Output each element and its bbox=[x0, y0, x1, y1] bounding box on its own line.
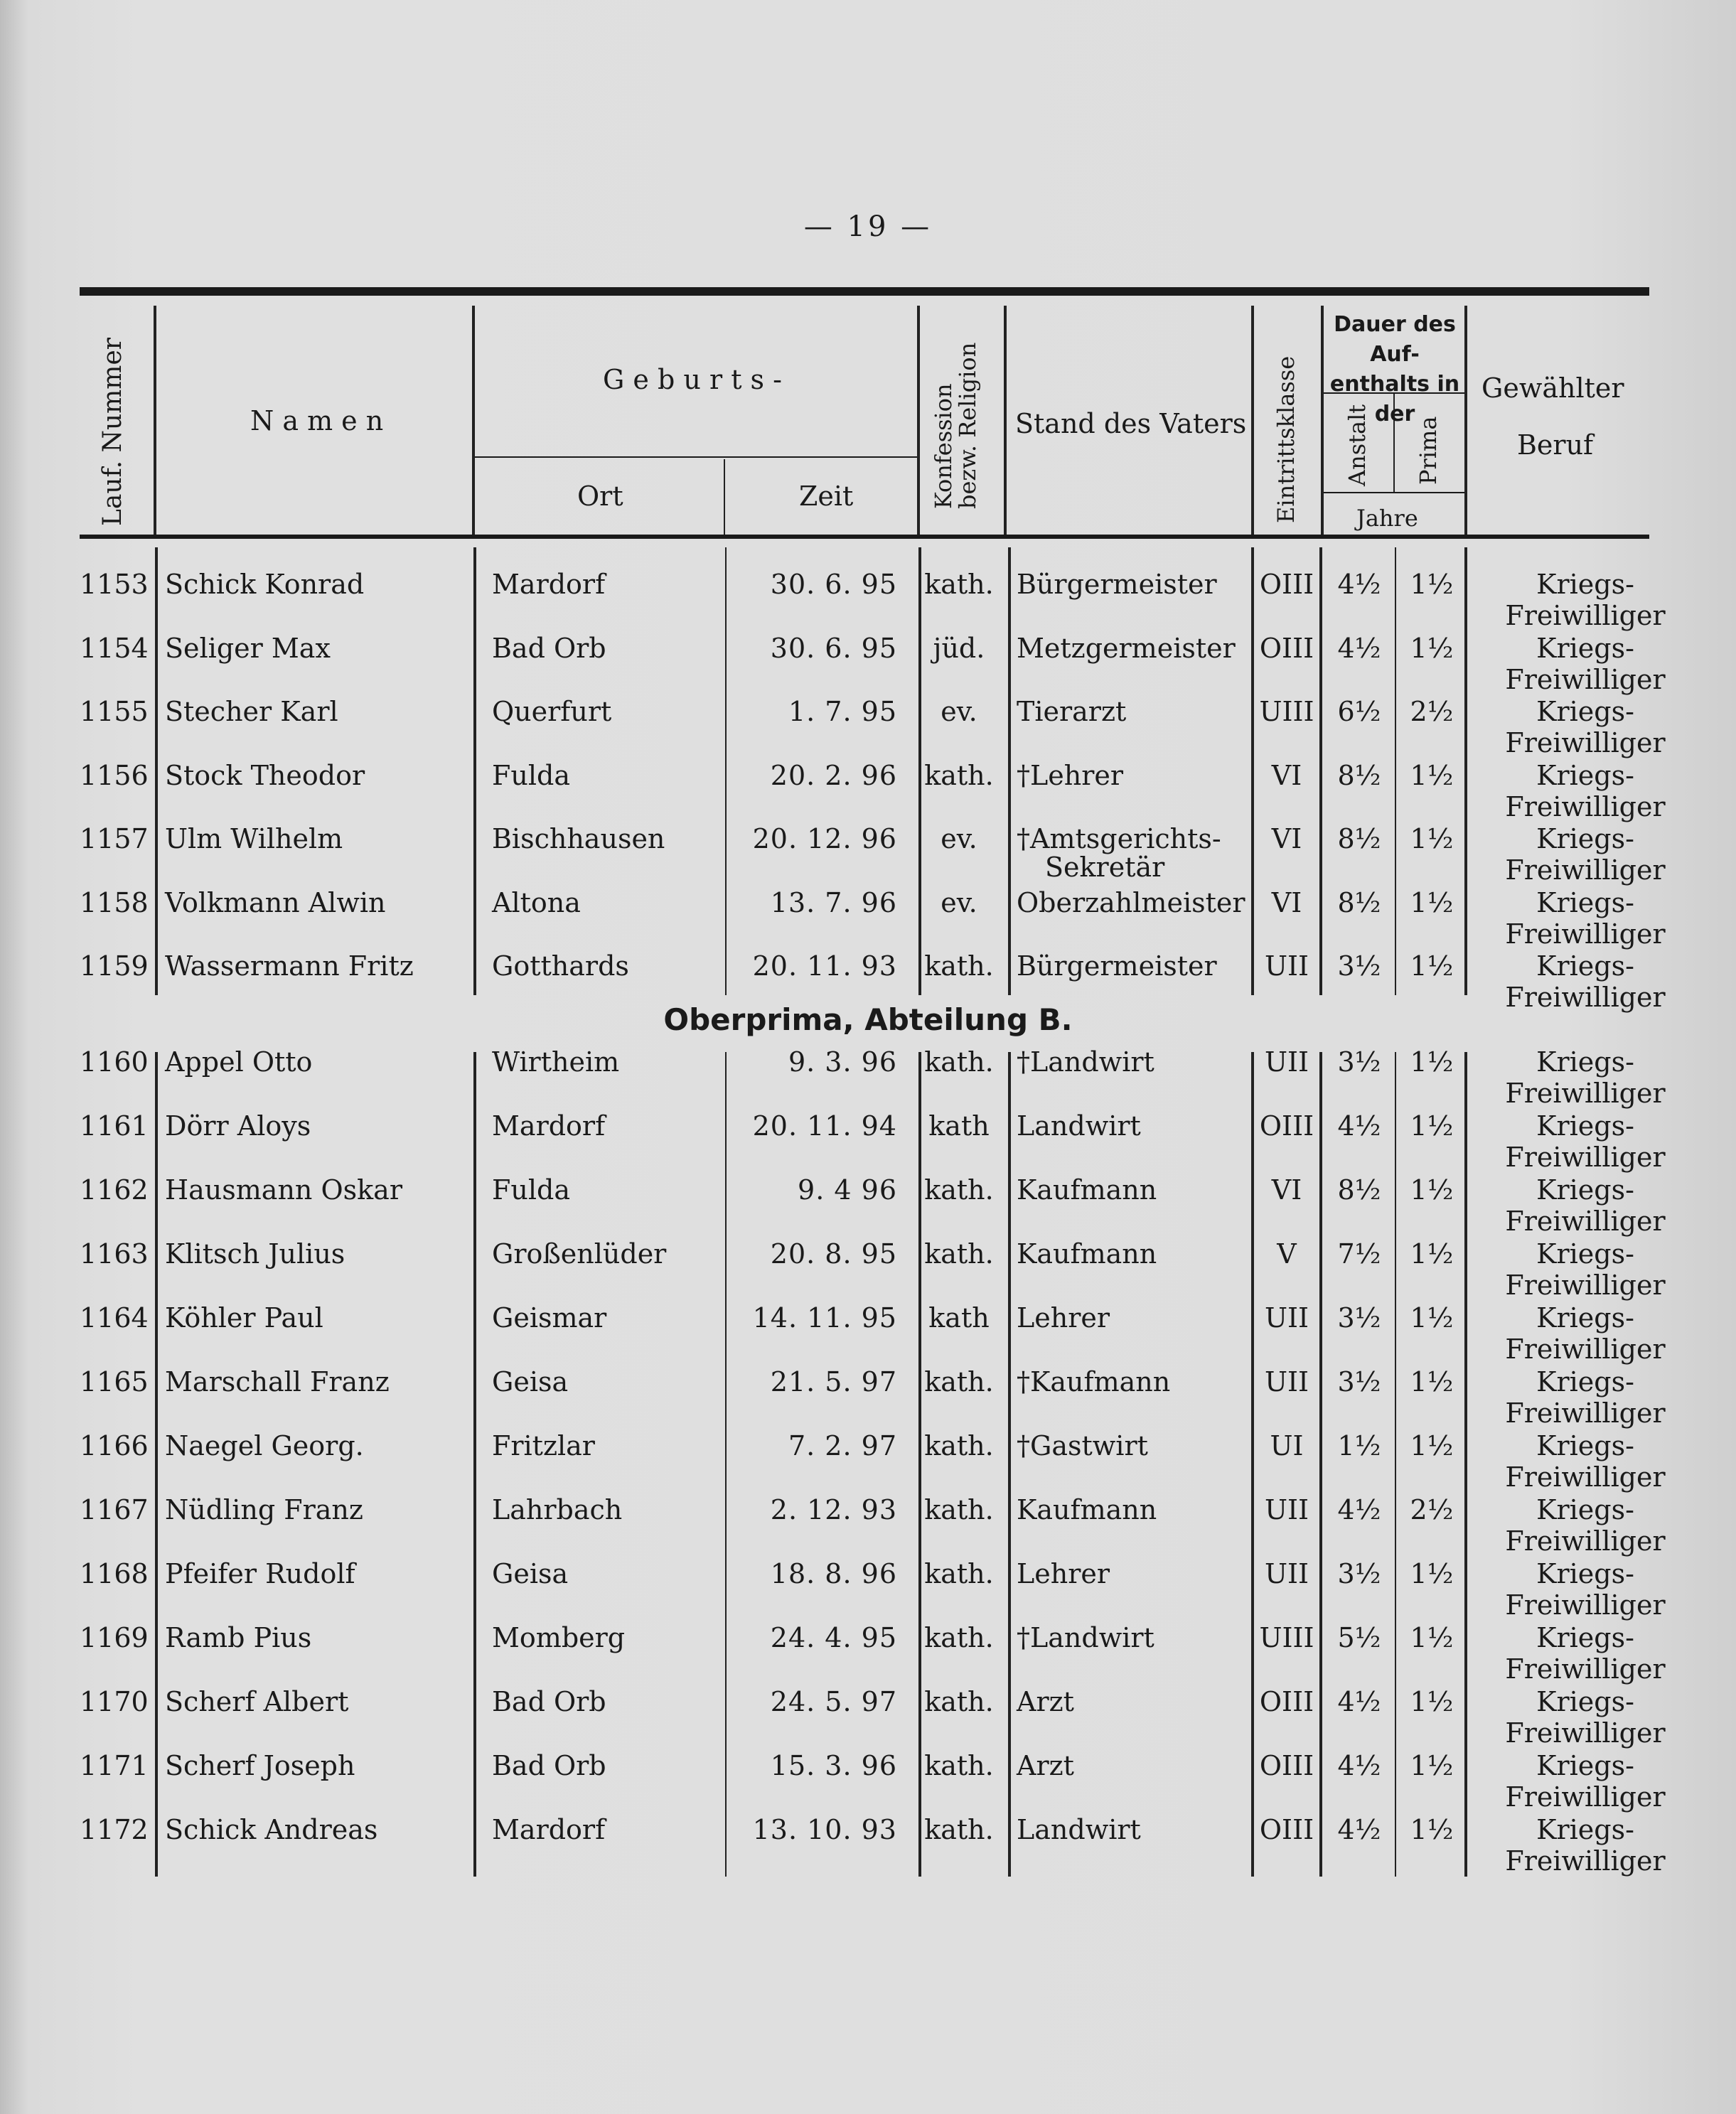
table-row bbox=[0, 1046, 1736, 1110]
confession: kath. bbox=[924, 1750, 994, 1781]
years-anstalt: 4½ bbox=[1337, 1494, 1381, 1525]
father-occupation: Bürgermeister bbox=[1017, 950, 1217, 982]
years-anstalt: 4½ bbox=[1337, 632, 1381, 664]
father-occupation: Arzt bbox=[1017, 1750, 1074, 1781]
birth-place: Mardorf bbox=[492, 569, 606, 600]
section-title: Oberprima, Abteilung B. bbox=[663, 1002, 1073, 1037]
lauf-nummer: 1168 bbox=[80, 1558, 149, 1589]
student-name: Scherf Joseph bbox=[165, 1750, 355, 1781]
confession: ev. bbox=[941, 696, 977, 727]
profession-line2: Freiwilliger bbox=[1505, 854, 1666, 886]
father-occupation: Metzgermeister bbox=[1017, 632, 1236, 664]
lauf-nummer: 1164 bbox=[80, 1302, 149, 1334]
table-row bbox=[0, 1750, 1736, 1814]
chosen-profession bbox=[1479, 823, 1692, 886]
profession-line2: Freiwilliger bbox=[1505, 600, 1666, 631]
birth-place: Bischhausen bbox=[492, 823, 665, 854]
years-anstalt: 3½ bbox=[1337, 1046, 1381, 1078]
table-row bbox=[0, 1494, 1736, 1558]
col-divider bbox=[1251, 306, 1254, 535]
table-row bbox=[0, 1238, 1736, 1302]
years-prima: 1½ bbox=[1410, 886, 1454, 918]
header-ort: Ort bbox=[577, 481, 623, 512]
father-occupation: Lehrer bbox=[1017, 1558, 1110, 1589]
chosen-profession bbox=[1479, 1686, 1692, 1749]
student-name: Scherf Albert bbox=[165, 1686, 349, 1717]
birth-place: Großenlüder bbox=[492, 1238, 667, 1270]
confession: kath. bbox=[924, 1494, 994, 1525]
profession-line1: Kriegs- bbox=[1536, 1750, 1634, 1781]
table-row bbox=[0, 760, 1736, 824]
entry-class: OIII bbox=[1259, 1686, 1314, 1717]
birth-date: 30. 6. 95 bbox=[770, 632, 897, 664]
student-name: Volkmann Alwin bbox=[165, 886, 386, 918]
birth-date: 20. 8. 95 bbox=[770, 1238, 897, 1270]
years-anstalt: 4½ bbox=[1337, 569, 1381, 600]
profession-line2: Freiwilliger bbox=[1505, 918, 1666, 950]
years-prima: 1½ bbox=[1410, 1366, 1454, 1397]
chosen-profession bbox=[1479, 1430, 1692, 1493]
birth-date: 24. 5. 97 bbox=[770, 1686, 897, 1717]
entry-class: OIII bbox=[1259, 569, 1314, 600]
entry-class: UII bbox=[1264, 1046, 1309, 1078]
birth-date: 2. 12. 93 bbox=[770, 1494, 897, 1525]
lauf-nummer: 1153 bbox=[80, 569, 149, 600]
profession-line2: Freiwilliger bbox=[1505, 982, 1666, 1013]
student-name: Seliger Max bbox=[165, 632, 331, 664]
entry-class: VI bbox=[1271, 823, 1302, 854]
confession: kath. bbox=[924, 1558, 994, 1589]
profession-line2: Freiwilliger bbox=[1505, 1589, 1666, 1621]
years-anstalt: 3½ bbox=[1337, 1558, 1381, 1589]
profession-line2: Freiwilliger bbox=[1505, 1717, 1666, 1749]
years-anstalt: 8½ bbox=[1337, 823, 1381, 854]
header-lauf-nummer: Lauf. Nummer bbox=[98, 338, 127, 526]
entry-class: UII bbox=[1264, 1558, 1309, 1589]
profession-line2: Freiwilliger bbox=[1505, 1078, 1666, 1109]
confession: ev. bbox=[941, 823, 977, 854]
student-name: Klitsch Julius bbox=[165, 1238, 345, 1270]
birth-date: 9. 3. 96 bbox=[788, 1046, 897, 1078]
table-row bbox=[0, 950, 1736, 1014]
chosen-profession bbox=[1479, 1238, 1692, 1301]
years-prima: 1½ bbox=[1410, 1174, 1454, 1206]
student-name: Ramb Pius bbox=[165, 1622, 312, 1653]
years-prima: 1½ bbox=[1410, 1622, 1454, 1653]
table-row bbox=[0, 1366, 1736, 1430]
years-anstalt: 4½ bbox=[1337, 1110, 1381, 1142]
profession-line2: Freiwilliger bbox=[1505, 663, 1666, 695]
student-name: Nüdling Franz bbox=[165, 1494, 363, 1525]
years-prima: 1½ bbox=[1410, 1238, 1454, 1270]
profession-line1: Kriegs- bbox=[1536, 1622, 1634, 1653]
confession: kath. bbox=[924, 1686, 994, 1717]
years-anstalt: 3½ bbox=[1337, 1302, 1381, 1334]
profession-line1: Kriegs- bbox=[1536, 886, 1634, 918]
profession-line1: Kriegs- bbox=[1536, 1302, 1634, 1334]
father-occupation: †Lehrer bbox=[1017, 759, 1124, 791]
header-dauer: Dauer des Auf- enthalts in der bbox=[1329, 312, 1460, 426]
father-occupation: Landwirt bbox=[1017, 1814, 1141, 1845]
birth-place: Bad Orb bbox=[492, 1686, 606, 1717]
lauf-nummer: 1167 bbox=[80, 1494, 149, 1525]
header-zeit: Zeit bbox=[799, 481, 854, 512]
profession-line1: Kriegs- bbox=[1536, 1686, 1634, 1717]
table-row bbox=[0, 633, 1736, 697]
chosen-profession bbox=[1479, 1558, 1692, 1621]
student-name: Stecher Karl bbox=[165, 696, 338, 727]
years-anstalt: 8½ bbox=[1337, 1174, 1381, 1206]
profession-line1: Kriegs- bbox=[1536, 569, 1634, 600]
col-divider bbox=[154, 306, 156, 535]
profession-line1: Kriegs- bbox=[1536, 1430, 1634, 1461]
profession-line1: Kriegs- bbox=[1536, 696, 1634, 727]
birth-date: 21. 5. 97 bbox=[770, 1366, 897, 1397]
birth-place: Bad Orb bbox=[492, 632, 606, 664]
lauf-nummer: 1163 bbox=[80, 1238, 149, 1270]
col-divider bbox=[1004, 306, 1007, 535]
chosen-profession bbox=[1479, 1366, 1692, 1429]
birth-place: Fulda bbox=[492, 1174, 570, 1206]
birth-date: 20. 11. 93 bbox=[752, 950, 897, 982]
entry-class: UIII bbox=[1259, 1622, 1314, 1653]
father-occupation: Bürgermeister bbox=[1017, 569, 1217, 600]
confession: kath. bbox=[924, 1366, 994, 1397]
entry-class: VI bbox=[1271, 759, 1302, 791]
birth-date: 20. 11. 94 bbox=[752, 1110, 897, 1142]
entry-class: OIII bbox=[1259, 632, 1314, 664]
entry-class: UII bbox=[1264, 950, 1309, 982]
years-prima: 1½ bbox=[1410, 1110, 1454, 1142]
entry-class: OIII bbox=[1259, 1110, 1314, 1142]
confession: jüd. bbox=[933, 632, 985, 664]
birth-place: Mardorf bbox=[492, 1814, 606, 1845]
top-rule bbox=[80, 287, 1649, 296]
student-name: Pfeifer Rudolf bbox=[165, 1558, 355, 1589]
birth-place: Geisa bbox=[492, 1558, 569, 1589]
confession: kath. bbox=[924, 759, 994, 791]
father-occupation: †Kaufmann bbox=[1017, 1366, 1171, 1397]
table-row bbox=[0, 696, 1736, 760]
header-bottom-rule bbox=[80, 535, 1649, 539]
birth-date: 9. 4 96 bbox=[798, 1174, 897, 1206]
confession: kath. bbox=[924, 950, 994, 982]
father-occupation: Kaufmann bbox=[1017, 1494, 1157, 1525]
years-anstalt: 6½ bbox=[1337, 696, 1381, 727]
birth-place: Mardorf bbox=[492, 1110, 606, 1142]
confession: kath bbox=[928, 1302, 990, 1334]
profession-line2: Freiwilliger bbox=[1505, 1397, 1666, 1429]
profession-line2: Freiwilliger bbox=[1505, 1142, 1666, 1173]
birth-place: Bad Orb bbox=[492, 1750, 606, 1781]
student-name: Wassermann Fritz bbox=[165, 950, 414, 982]
years-anstalt: 4½ bbox=[1337, 1750, 1381, 1781]
years-anstalt: 4½ bbox=[1337, 1686, 1381, 1717]
profession-line2: Freiwilliger bbox=[1505, 1525, 1666, 1557]
profession-line1: Kriegs- bbox=[1536, 950, 1634, 982]
lauf-nummer: 1162 bbox=[80, 1174, 149, 1206]
years-anstalt: 8½ bbox=[1337, 886, 1381, 918]
profession-line2: Freiwilliger bbox=[1505, 1781, 1666, 1813]
years-prima: 1½ bbox=[1410, 1750, 1454, 1781]
lauf-nummer: 1160 bbox=[80, 1046, 149, 1078]
father-occupation: Kaufmann bbox=[1017, 1238, 1157, 1270]
years-prima: 1½ bbox=[1410, 823, 1454, 854]
years-anstalt: 3½ bbox=[1337, 950, 1381, 982]
col-divider bbox=[724, 459, 725, 535]
birth-date: 20. 12. 96 bbox=[752, 823, 897, 854]
chosen-profession bbox=[1479, 1110, 1692, 1173]
years-prima: 1½ bbox=[1410, 569, 1454, 600]
table-row bbox=[0, 887, 1736, 951]
father-occupation: Kaufmann bbox=[1017, 1174, 1157, 1206]
table-row bbox=[0, 1686, 1736, 1750]
birth-date: 18. 8. 96 bbox=[770, 1558, 897, 1589]
chosen-profession bbox=[1479, 1750, 1692, 1813]
entry-class: OIII bbox=[1259, 1750, 1314, 1781]
confession: kath. bbox=[924, 1174, 994, 1206]
profession-line2: Freiwilliger bbox=[1505, 727, 1666, 758]
birth-place: Altona bbox=[492, 886, 581, 918]
years-anstalt: 4½ bbox=[1337, 1814, 1381, 1845]
header-geburts: G e b u r t s - bbox=[603, 364, 782, 395]
birth-place: Lahrbach bbox=[492, 1494, 623, 1525]
birth-date: 13. 7. 96 bbox=[770, 886, 897, 918]
birth-place: Momberg bbox=[492, 1622, 626, 1653]
lauf-nummer: 1166 bbox=[80, 1430, 149, 1461]
lauf-nummer: 1158 bbox=[80, 886, 149, 918]
chosen-profession bbox=[1479, 1174, 1692, 1237]
father-occupation: Arzt bbox=[1017, 1686, 1074, 1717]
years-anstalt: 5½ bbox=[1337, 1622, 1381, 1653]
profession-line1: Kriegs- bbox=[1536, 1238, 1634, 1270]
jahre-subrule bbox=[1324, 492, 1464, 493]
student-name: Schick Konrad bbox=[165, 569, 365, 600]
entry-class: VI bbox=[1271, 886, 1302, 918]
header-anstalt: Anstalt bbox=[1344, 404, 1371, 486]
student-name: Ulm Wilhelm bbox=[165, 823, 343, 854]
birth-place: Gotthards bbox=[492, 950, 629, 982]
lauf-nummer: 1165 bbox=[80, 1366, 149, 1397]
entry-class: UII bbox=[1264, 1366, 1309, 1397]
years-prima: 2½ bbox=[1410, 1494, 1454, 1525]
student-name: Schick Andreas bbox=[165, 1814, 378, 1845]
table-row bbox=[0, 1558, 1736, 1622]
chosen-profession bbox=[1479, 1302, 1692, 1365]
lauf-nummer: 1156 bbox=[80, 759, 149, 791]
student-name: Naegel Georg. bbox=[165, 1430, 364, 1461]
profession-line1: Kriegs- bbox=[1536, 1366, 1634, 1397]
profession-line2: Freiwilliger bbox=[1505, 1845, 1666, 1877]
entry-class: UII bbox=[1264, 1302, 1309, 1334]
table-row bbox=[0, 1174, 1736, 1238]
chosen-profession bbox=[1479, 1814, 1692, 1877]
student-name: Appel Otto bbox=[165, 1046, 313, 1078]
chosen-profession bbox=[1479, 569, 1692, 631]
years-prima: 1½ bbox=[1410, 1686, 1454, 1717]
chosen-profession bbox=[1479, 887, 1692, 950]
birth-date: 15. 3. 96 bbox=[770, 1750, 897, 1781]
profession-line1: Kriegs- bbox=[1536, 1110, 1634, 1142]
confession: kath. bbox=[924, 569, 994, 600]
chosen-profession bbox=[1479, 1622, 1692, 1685]
years-anstalt: 8½ bbox=[1337, 759, 1381, 791]
years-prima: 1½ bbox=[1410, 950, 1454, 982]
table-row bbox=[0, 1110, 1736, 1174]
years-anstalt: 3½ bbox=[1337, 1366, 1381, 1397]
years-prima: 1½ bbox=[1410, 759, 1454, 791]
profession-line2: Freiwilliger bbox=[1505, 1206, 1666, 1237]
student-name: Marschall Franz bbox=[165, 1366, 390, 1397]
birth-place: Querfurt bbox=[492, 696, 612, 727]
years-prima: 2½ bbox=[1410, 696, 1454, 727]
lauf-nummer: 1159 bbox=[80, 950, 149, 982]
profession-line1: Kriegs- bbox=[1536, 823, 1634, 854]
birth-place: Geismar bbox=[492, 1302, 607, 1334]
header-konfession: Konfession bezw. Religion bbox=[930, 342, 981, 509]
confession: kath. bbox=[924, 1430, 994, 1461]
profession-line1: Kriegs- bbox=[1536, 759, 1634, 791]
profession-line2: Freiwilliger bbox=[1505, 790, 1666, 822]
profession-line1: Kriegs- bbox=[1536, 1814, 1634, 1845]
profession-line2: Freiwilliger bbox=[1505, 1334, 1666, 1365]
birth-date: 7. 2. 97 bbox=[788, 1430, 897, 1461]
lauf-nummer: 1157 bbox=[80, 823, 149, 854]
father-occupation-cont: Sekretär bbox=[1045, 852, 1165, 883]
lauf-nummer: 1155 bbox=[80, 696, 149, 727]
birth-place: Geisa bbox=[492, 1366, 569, 1397]
confession: kath. bbox=[924, 1622, 994, 1653]
profession-line2: Freiwilliger bbox=[1505, 1461, 1666, 1493]
years-prima: 1½ bbox=[1410, 1814, 1454, 1845]
lauf-nummer: 1161 bbox=[80, 1110, 149, 1142]
birth-date: 30. 6. 95 bbox=[770, 569, 897, 600]
col-divider bbox=[1464, 306, 1467, 535]
entry-class: V bbox=[1277, 1238, 1297, 1270]
chosen-profession bbox=[1479, 696, 1692, 758]
profession-line1: Kriegs- bbox=[1536, 632, 1634, 664]
header-beruf: Beruf bbox=[1517, 429, 1594, 461]
father-occupation: †Gastwirt bbox=[1017, 1430, 1148, 1461]
lauf-nummer: 1169 bbox=[80, 1622, 149, 1653]
table-row bbox=[0, 1302, 1736, 1366]
chosen-profession bbox=[1479, 950, 1692, 1013]
table-row bbox=[0, 569, 1736, 633]
chosen-profession bbox=[1479, 1494, 1692, 1557]
col-divider bbox=[472, 306, 475, 535]
profession-line1: Kriegs- bbox=[1536, 1046, 1634, 1078]
table-row bbox=[0, 1814, 1736, 1878]
header-stand-des-vaters: Stand des Vaters bbox=[1015, 408, 1247, 439]
profession-line2: Freiwilliger bbox=[1505, 1653, 1666, 1685]
years-prima: 1½ bbox=[1410, 1302, 1454, 1334]
col-divider bbox=[1321, 306, 1324, 535]
page-number: — 19 — bbox=[803, 210, 933, 243]
father-occupation: Landwirt bbox=[1017, 1110, 1141, 1142]
profession-line1: Kriegs- bbox=[1536, 1494, 1634, 1525]
birth-date: 20. 2. 96 bbox=[770, 759, 897, 791]
lauf-nummer: 1170 bbox=[80, 1686, 149, 1717]
chosen-profession bbox=[1479, 633, 1692, 695]
entry-class: OIII bbox=[1259, 1814, 1314, 1845]
profession-line2: Freiwilliger bbox=[1505, 1270, 1666, 1301]
student-name: Stock Theodor bbox=[165, 759, 365, 791]
header-jahre: Jahre bbox=[1356, 505, 1418, 532]
profession-line1: Kriegs- bbox=[1536, 1558, 1634, 1589]
years-prima: 1½ bbox=[1410, 1558, 1454, 1589]
confession: kath. bbox=[924, 1046, 994, 1078]
lauf-nummer: 1154 bbox=[80, 632, 149, 664]
student-name: Köhler Paul bbox=[165, 1302, 323, 1334]
confession: kath. bbox=[924, 1814, 994, 1845]
birth-place: Fritzlar bbox=[492, 1430, 595, 1461]
entry-class: UII bbox=[1264, 1494, 1309, 1525]
table-row bbox=[0, 1430, 1736, 1494]
geburts-subrule bbox=[475, 456, 917, 458]
student-name: Dörr Aloys bbox=[165, 1110, 311, 1142]
entry-class: UI bbox=[1270, 1430, 1304, 1461]
col-divider bbox=[917, 306, 920, 535]
table-row bbox=[0, 1622, 1736, 1686]
years-prima: 1½ bbox=[1410, 1046, 1454, 1078]
entry-class: UIII bbox=[1259, 696, 1314, 727]
father-occupation: Oberzahlmeister bbox=[1017, 886, 1245, 918]
header-prima: Prima bbox=[1415, 416, 1442, 485]
lauf-nummer: 1172 bbox=[80, 1814, 149, 1845]
father-occupation: †Amtsgerichts- bbox=[1017, 823, 1221, 854]
table-row bbox=[0, 823, 1736, 887]
birth-date: 1. 7. 95 bbox=[788, 696, 897, 727]
father-occupation: Tierarzt bbox=[1017, 696, 1127, 727]
birth-date: 14. 11. 95 bbox=[752, 1302, 897, 1334]
father-occupation: †Landwirt bbox=[1017, 1046, 1154, 1078]
father-occupation: †Landwirt bbox=[1017, 1622, 1154, 1653]
confession: ev. bbox=[941, 886, 977, 918]
chosen-profession bbox=[1479, 1046, 1692, 1109]
profession-line1: Kriegs- bbox=[1536, 1174, 1634, 1206]
years-anstalt: 1½ bbox=[1337, 1430, 1381, 1461]
father-occupation: Lehrer bbox=[1017, 1302, 1110, 1334]
birth-place: Fulda bbox=[492, 759, 570, 791]
header-namen: N a m e n bbox=[250, 405, 384, 436]
birth-place: Wirtheim bbox=[492, 1046, 620, 1078]
header-eintrittsklasse: Eintrittsklasse bbox=[1272, 355, 1300, 523]
chosen-profession bbox=[1479, 760, 1692, 822]
confession: kath bbox=[928, 1110, 990, 1142]
confession: kath. bbox=[924, 1238, 994, 1270]
years-prima: 1½ bbox=[1410, 1430, 1454, 1461]
years-prima: 1½ bbox=[1410, 632, 1454, 664]
birth-date: 24. 4. 95 bbox=[770, 1622, 897, 1653]
birth-date: 13. 10. 93 bbox=[752, 1814, 897, 1845]
header-gewaehlter: Gewählter bbox=[1482, 372, 1624, 404]
lauf-nummer: 1171 bbox=[80, 1750, 149, 1781]
student-name: Hausmann Oskar bbox=[165, 1174, 402, 1206]
years-anstalt: 7½ bbox=[1337, 1238, 1381, 1270]
entry-class: VI bbox=[1271, 1174, 1302, 1206]
